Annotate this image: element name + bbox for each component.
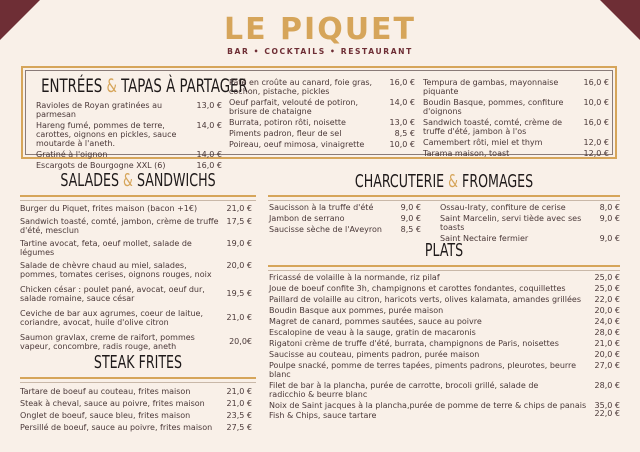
fromages-col-2 <box>440 203 620 243</box>
menu-item: Steak à cheval, sauce au poivre, frites maison 21,0 € <box>20 399 252 408</box>
menu-item: Filet de bar à la plancha, purée de carrotte, brocoli grillé, salade de radicchio & beurre blanc 28,0 € <box>269 381 620 399</box>
menu-item: Onglet de boeuf, sauce bleu, frites maison 23,5 € <box>20 411 252 420</box>
menu-item: Magret de canard, pommes sautées, sauce au poivre 24,0 € <box>269 317 620 326</box>
menu-item: Ossau-Iraty, confiture de cerise 8,0 € <box>440 203 620 212</box>
menu-item: Saint Nectaire fermier 9,0 € <box>440 234 620 243</box>
menu-item: Sandwich toasté, comté, crème de truffe d'été, jambon à l'os 16,0 € <box>423 118 609 136</box>
menu-item: Sandwich toasté, comté, jambon, crème de truffe d'été, mesclun 17,5 € <box>20 217 252 235</box>
menu-item: Ceviche de bar aux agrumes, coeur de laitue, coriandre, avocat, huile d'olive citron 21,0 € <box>20 309 252 327</box>
menu-item: Tartine avocat, feta, oeuf mollet, salade de légumes 19,0 € <box>20 239 252 257</box>
menu-item: Poulpe snacké, pomme de terres tapées, piments padrons, pleurotes, beurre blanc 27,0 € <box>269 361 620 379</box>
steak-frites-title: STEAK FRITES <box>93 352 183 373</box>
menu-item: Fricassé de volaille à la normande, riz pilaf 25,0 € <box>269 273 620 282</box>
steak-frites-list <box>20 387 252 432</box>
entrees-col-3 <box>423 78 609 158</box>
menu-item: Saint Marcelin, servi tiède avec ses toasts 9,0 € <box>440 214 620 232</box>
menu-item: Jambon de serrano 9,0 € <box>269 214 421 223</box>
salades-title-part-b: SANDWICHS <box>136 170 216 191</box>
menu-item: Saumon gravlax, creme de raifort, pommes vapeur, concombre, radis rouge, aneth 20,0€ <box>20 333 252 351</box>
salades-list <box>20 204 252 351</box>
ampersand: & <box>106 75 117 97</box>
salades-title <box>46 170 230 192</box>
menu-item: Oeuf parfait, velouté de potiron, brisure de chataigne 14,0 € <box>229 98 415 116</box>
menu-item: Escargots de Bourgogne XXL (6) 16,0 € <box>36 161 222 170</box>
plats-list <box>269 273 620 420</box>
menu-item: Tarama maison, toast 12,0 € <box>423 149 609 158</box>
menu-item: Tempura de gambas, mayonnaise piquante 16,0 € <box>423 78 609 96</box>
ampersand: & <box>448 171 459 192</box>
menu-item: Burger du Piquet, frites maison (bacon +1€) 21,0 € <box>20 204 252 213</box>
charcuterie-title <box>307 171 582 193</box>
menu-item: Ravioles de Royan gratinées au parmesan 13,0 € <box>36 101 222 119</box>
menu-item: Persillé de boeuf, sauce au poivre, frites maison 27,5 € <box>20 423 252 432</box>
menu-item: Piments padron, fleur de sel 8,5 € <box>229 129 415 138</box>
menu-item: Camembert rôti, miel et thym 12,0 € <box>423 138 609 147</box>
section-divider <box>268 265 620 271</box>
entrees-title <box>41 75 248 97</box>
charcuterie-title-part-b: FROMAGES <box>462 171 534 192</box>
menu-item: Paillard de volaille au citron, haricots verts, olives kalamata, amandes grillées 22,0 € <box>269 295 620 304</box>
menu-item: Gratiné à l'oignon 14,0 € <box>36 150 222 159</box>
menu-item: Salade de chèvre chaud au miel, salades, pommes, tomates cerises, oignons rouges, noix 20,0 € <box>20 261 252 279</box>
salades-title-part-a: SALADES <box>60 170 120 191</box>
charcuterie-title-part-a: CHARCUTERIE <box>354 171 445 192</box>
menu-item: Pâté en croûte au canard, foie gras, cochon, pistache, pickles 16,0 € <box>229 78 415 96</box>
entrees-title-part-b: TAPAS À PARTAGER <box>121 75 248 97</box>
entrees-title-part-a: ENTRÉES <box>41 75 103 97</box>
menu-item: Fish & Chips, sauce tartare 22,0 € <box>269 409 620 420</box>
menu-item: Hareng fumé, pommes de terre, carottes, oignons en pickles, sauce moutarde à l'aneth. 14,0 € <box>36 121 222 148</box>
menu-item: Chicken césar : poulet pané, avocat, oeuf dur, salade romaine, sauce césar 19,5 € <box>20 285 252 303</box>
plats-title: PLATS <box>424 240 464 261</box>
menu-item: Noix de Saint jacques à la plancha,purée de pomme de terre & chips de panais 35,0 € <box>269 401 620 410</box>
entrees-box <box>21 66 617 170</box>
menu-item: Saucisse sèche de l'Aveyron 8,5 € <box>269 225 421 234</box>
menu-item: Burrata, potiron rôti, noisette 13,0 € <box>229 118 415 127</box>
restaurant-tagline: BAR • COCKTAILS • RESTAURANT <box>227 47 413 56</box>
menu-item: Poireau, oeuf mimosa, vinaigrette 10,0 € <box>229 140 415 149</box>
menu-item: Saucisson à la truffe d'été 9,0 € <box>269 203 421 212</box>
menu-item: Boudin Basque aux pommes, purée maison 20,0 € <box>269 306 620 315</box>
menu-item: Boudin Basque, pommes, confiture d'oignons 10,0 € <box>423 98 609 116</box>
menu-item: Tartare de boeuf au couteau, frites maison 21,0 € <box>20 387 252 396</box>
menu-item: Escalopine de veau à la sauge, gratin de macaronis 28,0 € <box>269 328 620 337</box>
entrees-col-1 <box>36 101 222 170</box>
menu-item: Rigatoni crème de truffe d'été, burrata, champignons de Paris, noisettes 21,0 € <box>269 339 620 348</box>
ampersand: & <box>123 170 133 191</box>
section-divider <box>20 195 256 201</box>
restaurant-name: LE PIQUET <box>223 12 417 47</box>
section-divider <box>20 377 256 383</box>
charcuterie-col-1 <box>269 203 421 234</box>
entrees-col-2 <box>229 78 415 149</box>
restaurant-logo <box>0 14 640 56</box>
section-divider <box>268 195 620 201</box>
menu-item: Joue de boeuf confite 3h, champignons et carottes fondantes, coquillettes 25,0 € <box>269 284 620 293</box>
menu-item: Saucisse au couteau, piments padron, purée maison 20,0 € <box>269 350 620 359</box>
